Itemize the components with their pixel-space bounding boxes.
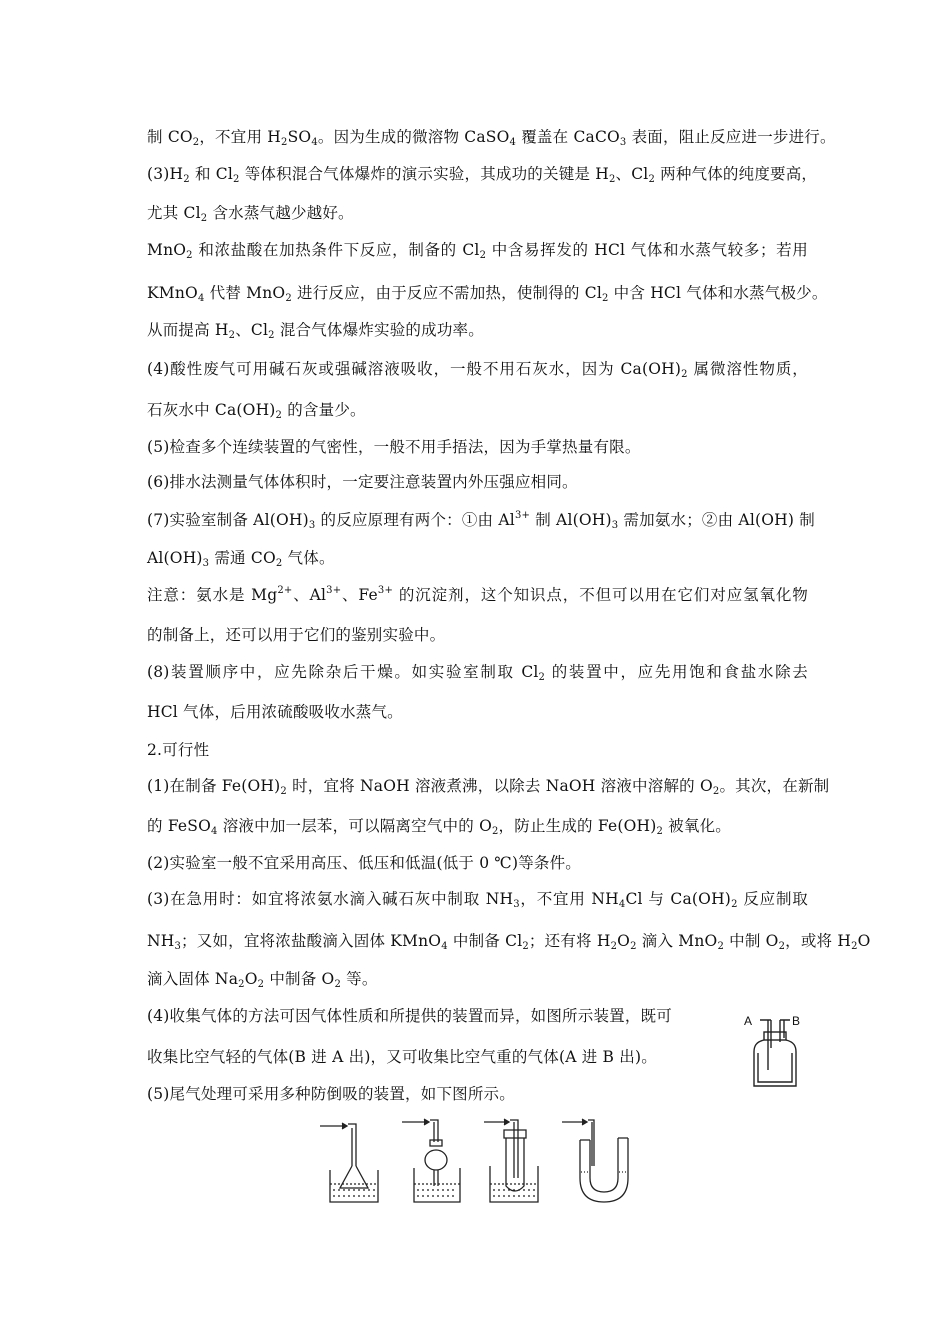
text-line: (7)实验室制备 $Al(OH)_3$ 的反应原理有两个：①由 $Al^{3+}$ 制 $Al(OH)_3$ 需加氨水；②由 Al(OH) 制 xyxy=(147,510,815,531)
text-line: HCl 气体，后用浓硫酸吸收水蒸气。 xyxy=(147,703,403,721)
text-line: (5)检查多个连续装置的气密性，一般不用手捂法，因为手掌热量有限。 xyxy=(147,438,641,456)
text-line: (4)酸性废气可用碱石灰或强碱溶液吸收，一般不用石灰水，因为 $Ca(OH)_2$ 属微溶性物质， xyxy=(147,360,808,380)
text-line: 制 $CO_2$，不宜用 $H_2SO_4$。因为生成的微溶物 CaSO$_4$ 覆盖在 CaCO$_3$ 表面，阻止反应进一步进行。 xyxy=(147,128,836,148)
label-b: B xyxy=(792,1014,801,1028)
gas-bottle-figure xyxy=(738,1008,810,1092)
label-a: A xyxy=(744,1014,753,1028)
apparatus-u-tube xyxy=(562,1119,628,1202)
text-line: (6)排水法测量气体体积时，一定要注意装置内外压强应相同。 xyxy=(147,473,578,491)
section-heading: 2.可行性 xyxy=(147,741,210,759)
bottle-drawing xyxy=(754,1020,796,1086)
text-line: $Al(OH)_3$ 需通 $CO_2$ 气体。 xyxy=(147,549,335,569)
apparatus-inverted-funnel xyxy=(320,1123,378,1202)
text-line: (3)在急用时：如宜将浓氨水滴入碱石灰中制取 $NH_3$，不宜用 $NH_4Cl$ 与 $Ca(OH)_2$ 反应制取 xyxy=(147,890,808,910)
text-line: (8)装置顺序中，应先除杂后干燥。如实验室制取 $Cl_2$ 的装置中，应先用饱和食盐水除去 xyxy=(147,663,808,683)
text-line: 的制备上，还可以用于它们的鉴别实验中。 xyxy=(147,626,446,644)
anti-suckback-apparatus-figure xyxy=(318,1116,638,1208)
text-line: (5)尾气处理可采用多种防倒吸的装置，如下图所示。 xyxy=(147,1085,515,1103)
text-line: 收集比空气轻的气体(B 进 A 出)，又可收集比空气重的气体(A 进 B 出)。 xyxy=(147,1048,657,1066)
text-line: 尤其 $Cl_2$ 含水蒸气越少越好。 xyxy=(147,204,354,224)
text-line: MnO$_2$ 和浓盐酸在加热条件下反应，制备的 $Cl_2$ 中含易挥发的 HCl 气体和水蒸气较多；若用 xyxy=(147,241,808,261)
apparatus-bulb-tube xyxy=(402,1119,460,1202)
text-line: 的 FeSO$_4$ 溶液中加一层苯，可以隔离空气中的 $O_2$，防止生成的 $Fe(OH)_2$ 被氧化。 xyxy=(147,817,731,837)
text-line: (2)实验室一般不宜采用高压、低压和低温(低于 0 ℃)等条件。 xyxy=(147,854,582,872)
text-line: (4)收集气体的方法可因气体性质和所提供的装置而异，如图所示装置，既可 xyxy=(147,1007,672,1025)
text-line: KMnO$_4$ 代替 MnO$_2$ 进行反应，由于反应不需加热，使制得的 $Cl_2$ 中含 HCl 气体和水蒸气极少。 xyxy=(147,284,828,304)
text-line: 注意：氨水是 $Mg^{2+}$、$Al^{3+}$、$Fe^{3+}$ 的沉淀剂，这个知识点，不但可以用在它们对应氢氧化物 xyxy=(147,585,808,604)
apparatus-double-tube xyxy=(484,1119,538,1202)
text-line: $NH_3$；又如，宜将浓盐酸滴入固体 KMnO$_4$ 中制备 $Cl_2$；还有将 $H_2O_2$ 滴入 MnO$_2$ 中制 $O_2$，或将 $H_2O$ xyxy=(147,932,871,952)
text-line: 石灰水中 $Ca(OH)_2$ 的含量少。 xyxy=(147,401,366,421)
text-line: 从而提高 $H_2$、$Cl_2$ 混合气体爆炸实验的成功率。 xyxy=(147,321,484,341)
text-line: $(3)H_2$ 和 $Cl_2$ 等体积混合气体爆炸的演示实验，其成功的关键是 $H_2$、$Cl_2$ 两种气体的纯度要高， xyxy=(147,165,818,185)
text-line: (1)在制备 $Fe(OH)_2$ 时，宜将 NaOH 溶液煮沸，以除去 NaOH 溶液中溶解的 $O_2$。其次，在新制 xyxy=(147,777,830,797)
text-line: 滴入固体 $Na_2O_2$ 中制备 $O_2$ 等。 xyxy=(147,970,378,990)
